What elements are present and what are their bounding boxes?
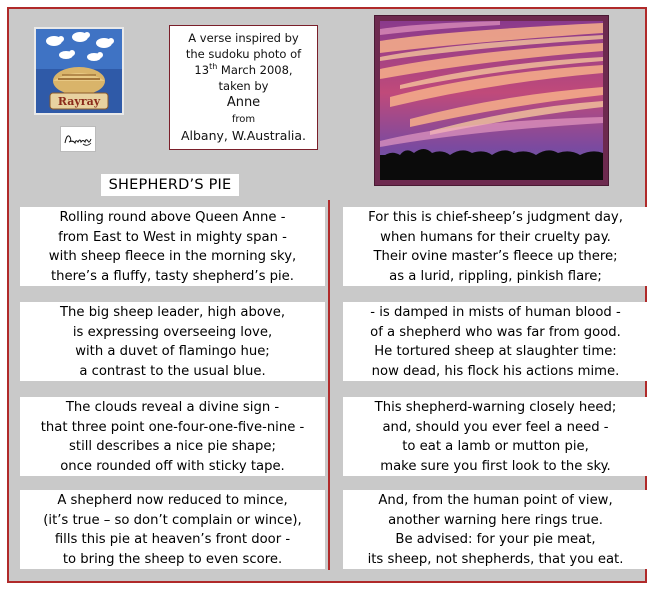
handwritten-signature-icon — [60, 126, 96, 152]
caption-name: Anne — [226, 95, 261, 110]
caption-line-2: the sudoku photo of — [185, 47, 302, 61]
stanza-right-1 — [343, 207, 648, 286]
verse-line: For this is chief-sheep’s judgment day, — [368, 210, 623, 225]
verse-line: is expressing overseeing love, — [72, 324, 273, 340]
verse-line: and, should you ever feel a need - — [382, 419, 609, 435]
verse-line: This shepherd-warning closely heed; — [374, 400, 617, 415]
verse-line: A shepherd now reduced to mince, — [57, 493, 288, 508]
verse-line: now dead, his flock his actions mime. — [371, 363, 620, 379]
verse-line: from East to West in mighty span - — [58, 229, 287, 245]
verse-line: The big sheep leader, high above, — [59, 305, 286, 320]
poem-title: SHEPHERD’S PIE — [101, 174, 239, 196]
verse-line: (it’s true – so don’t complain or wince), — [43, 512, 302, 528]
verse-line: make sure you first look to the sky. — [380, 458, 611, 474]
caption-date-suffix: th — [209, 62, 218, 72]
verse-line: And, from the human point of view, — [378, 493, 613, 508]
stanza-right-2 — [343, 302, 648, 381]
verse-line: Rolling round above Queen Anne - — [59, 210, 286, 225]
caption-from: from — [231, 114, 256, 125]
verse-line: with a duvet of flamingo hue; — [75, 344, 270, 359]
verse-line: with sheep fleece in the morning sky, — [48, 249, 297, 264]
verse-line: when humans for their cruelty pay. — [380, 229, 611, 245]
logo-text: Rayray — [57, 95, 101, 108]
verse-line: fills this pie at heaven’s front door - — [54, 532, 291, 547]
verse-line: to bring the sheep to even score. — [62, 551, 283, 567]
stanza-right-4 — [343, 490, 648, 569]
column-divider — [328, 200, 330, 570]
verse-line: once rounded off with sticky tape. — [60, 458, 285, 474]
stanza-left-3 — [20, 397, 325, 476]
photo-caption — [169, 25, 318, 150]
verse-line: The clouds reveal a divine sign - — [65, 400, 280, 415]
verse-line: to eat a lamb or mutton pie, — [402, 439, 589, 454]
stanza-left-4 — [20, 490, 325, 569]
caption-line-1: A verse inspired by — [188, 31, 299, 45]
verse-line: that three point one-four-one-five-nine - — [40, 419, 305, 435]
caption-place: Albany, W.Australia. — [180, 128, 307, 143]
verse-line: still describes a nice pie shape; — [69, 439, 276, 454]
caption-date-rest: March 2008, — [217, 63, 293, 77]
verse-line: a contrast to the usual blue. — [79, 363, 266, 379]
stanza-right-3 — [343, 397, 648, 476]
sheep-in-sky-logo-icon — [34, 27, 124, 115]
stanza-left-1 — [20, 207, 325, 286]
verse-line: Be advised: for your pie meat, — [395, 532, 596, 547]
caption-line-4: taken by — [218, 79, 269, 93]
verse-line: its sheep, not shepherds, that you eat. — [367, 551, 624, 567]
verse-line: there’s a fluffy, tasty shepherd’s pie. — [51, 268, 294, 284]
verse-line: Their ovine master’s fleece up there; — [373, 249, 618, 264]
verse-line: of a shepherd who was far from good. — [370, 324, 621, 340]
stanza-left-2 — [20, 302, 325, 381]
caption-date-day: 13 — [194, 63, 210, 77]
verse-line: He tortured sheep at slaughter time: — [374, 344, 617, 359]
verse-line: as a lurid, rippling, pinkish flare; — [389, 268, 602, 284]
caption-date — [170, 62, 317, 78]
sunset-clouds-photo-icon — [374, 15, 609, 186]
verse-line: another warning here rings true. — [388, 512, 603, 528]
verse-line: - is damped in mists of human blood - — [370, 305, 621, 320]
